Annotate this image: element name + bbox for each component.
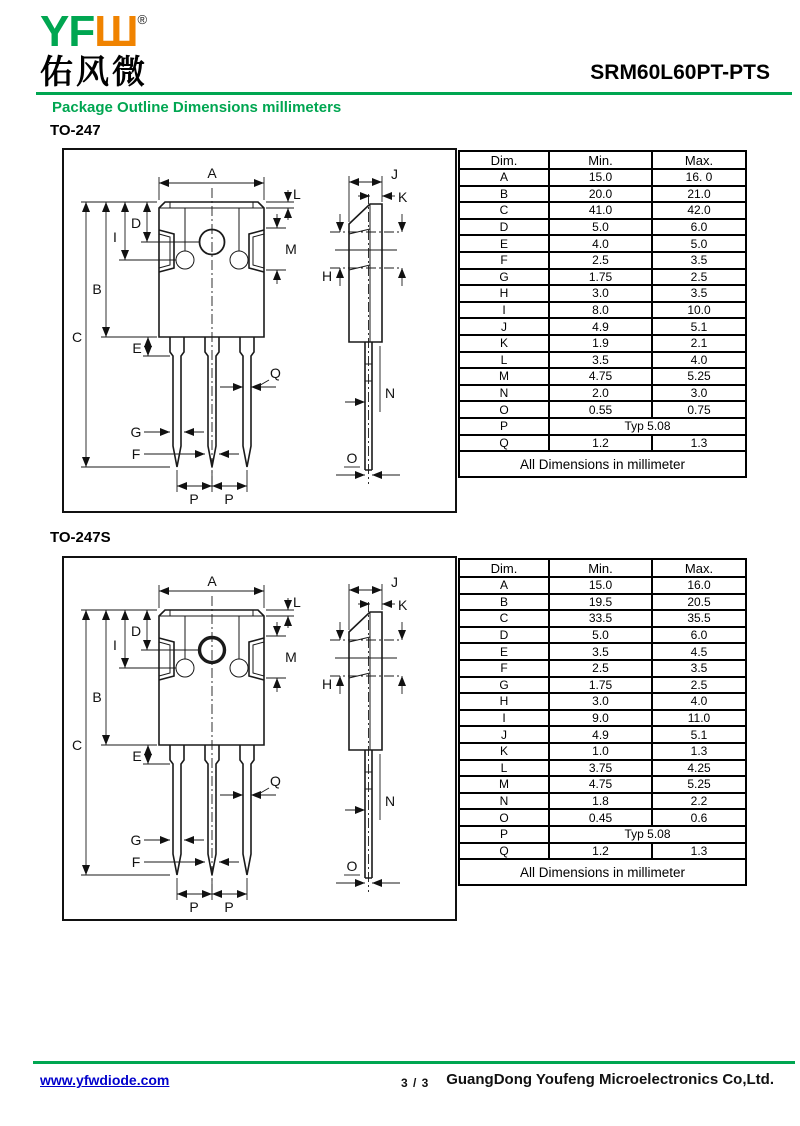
value-cell: 20.5	[652, 594, 746, 611]
value-cell: 3.75	[549, 760, 652, 777]
dim-cell: A	[459, 577, 549, 594]
value-cell: 5.0	[652, 235, 746, 252]
table-row	[459, 385, 746, 402]
value-cell: 21.0	[652, 186, 746, 203]
value-cell: 9.0	[549, 710, 652, 727]
value-cell: 8.0	[549, 302, 652, 319]
value-cell: 2.5	[549, 660, 652, 677]
dim-cell: H	[459, 285, 549, 302]
table-row	[459, 435, 746, 452]
dim-cell: Q	[459, 435, 549, 452]
dimensions-table	[458, 150, 747, 478]
dim-label: F	[131, 446, 141, 462]
dim-cell: Q	[459, 843, 549, 860]
dim-label: Q	[270, 365, 281, 381]
dim-label: M	[285, 649, 297, 665]
dim-label: G	[130, 424, 142, 440]
lead	[240, 745, 254, 875]
front-dimensions	[72, 165, 301, 507]
dim-label: P	[224, 899, 234, 915]
dim-label: P	[189, 899, 199, 915]
value-cell: 3.5	[652, 285, 746, 302]
dim-label: E	[132, 748, 142, 764]
lead	[240, 337, 254, 467]
dim-label: K	[398, 597, 408, 613]
dim-cell: F	[459, 660, 549, 677]
dim-cell: L	[459, 352, 549, 369]
dim-cell: G	[459, 677, 549, 694]
value-cell: 3.0	[652, 385, 746, 402]
value-cell: 3.5	[652, 252, 746, 269]
value-cell: 41.0	[549, 202, 652, 219]
table-row	[459, 302, 746, 319]
pilot-hole	[176, 251, 194, 269]
value-cell: 1.75	[549, 269, 652, 286]
value-cell: 4.75	[549, 368, 652, 385]
table-row	[459, 285, 746, 302]
dim-cell: G	[459, 269, 549, 286]
package-drawing-box	[62, 148, 457, 513]
logo-yfw	[40, 7, 148, 56]
dim-cell: H	[459, 693, 549, 710]
column-header: Min.	[549, 559, 652, 577]
value-cell: 15.0	[549, 169, 652, 186]
value-cell: 0.55	[549, 401, 652, 418]
dim-cell: I	[459, 302, 549, 319]
dim-label: N	[385, 385, 396, 401]
dim-label: Q	[270, 773, 281, 789]
table-row	[459, 401, 746, 418]
dim-label: C	[71, 329, 83, 345]
value-cell: 1.8	[549, 793, 652, 810]
side-view	[330, 612, 402, 878]
dim-label: A	[207, 573, 217, 589]
value-cell: 1.2	[549, 843, 652, 860]
package-drawing	[64, 558, 455, 915]
table-footer-note: All Dimensions in millimeter	[459, 451, 746, 477]
logo-chinese: 佑风微	[40, 53, 148, 90]
dim-label: D	[130, 623, 142, 639]
column-header: Dim.	[459, 559, 549, 577]
dim-cell: C	[459, 202, 549, 219]
dim-label: J	[391, 166, 398, 182]
table-row	[459, 335, 746, 352]
dim-label: G	[130, 832, 142, 848]
table-row	[459, 169, 746, 186]
dim-cell: M	[459, 776, 549, 793]
logo-text-green: YF	[40, 7, 95, 56]
dim-label: D	[130, 215, 142, 231]
dim-cell: F	[459, 252, 549, 269]
dim-label: I	[113, 229, 117, 245]
value-cell: 16. 0	[652, 169, 746, 186]
dim-label: J	[391, 574, 398, 590]
dim-cell: J	[459, 726, 549, 743]
front-dimensions	[72, 573, 301, 915]
value-cell: Typ 5.08	[549, 418, 746, 435]
column-header: Max.	[652, 151, 746, 169]
value-cell: 4.25	[652, 760, 746, 777]
table-row	[459, 610, 746, 627]
pilot-hole	[230, 659, 248, 677]
dim-label: P	[224, 491, 234, 507]
dim-label: B	[92, 689, 102, 705]
dim-label: P	[189, 491, 199, 507]
dim-cell: P	[459, 826, 549, 843]
dim-cell: J	[459, 318, 549, 335]
dimension-table	[458, 150, 747, 478]
value-cell: Typ 5.08	[549, 826, 746, 843]
value-cell: 4.5	[652, 643, 746, 660]
dim-label: B	[92, 281, 102, 297]
value-cell: 4.0	[549, 235, 652, 252]
dim-label: N	[385, 793, 396, 809]
dim-cell: C	[459, 610, 549, 627]
dim-cell: O	[459, 809, 549, 826]
dim-cell: K	[459, 743, 549, 760]
dim-label: F	[131, 854, 141, 870]
table-row	[459, 809, 746, 826]
dim-label: O	[346, 858, 358, 874]
package-drawing	[64, 150, 455, 507]
value-cell: 4.0	[652, 693, 746, 710]
table-row	[459, 235, 746, 252]
table-footer-note: All Dimensions in millimeter	[459, 859, 746, 885]
value-cell: 4.0	[652, 352, 746, 369]
value-cell: 4.9	[549, 318, 652, 335]
value-cell: 0.45	[549, 809, 652, 826]
value-cell: 1.3	[652, 743, 746, 760]
column-header: Min.	[549, 151, 652, 169]
table-row	[459, 577, 746, 594]
side-view	[330, 204, 402, 470]
dim-label: K	[398, 189, 408, 205]
value-cell: 1.3	[652, 435, 746, 452]
table-row	[459, 843, 746, 860]
dim-cell: B	[459, 594, 549, 611]
dim-label: C	[71, 737, 83, 753]
dim-label: I	[113, 637, 117, 653]
pilot-hole	[176, 659, 194, 677]
table-row	[459, 743, 746, 760]
value-cell: 2.5	[652, 269, 746, 286]
dim-cell: D	[459, 627, 549, 644]
dim-cell: E	[459, 235, 549, 252]
lead	[170, 745, 184, 875]
page-number: 3 / 3	[401, 1076, 430, 1090]
value-cell: 1.2	[549, 435, 652, 452]
value-cell: 16.0	[652, 577, 746, 594]
value-cell: 5.25	[652, 368, 746, 385]
table-row	[459, 368, 746, 385]
value-cell: 0.6	[652, 809, 746, 826]
value-cell: 3.5	[549, 643, 652, 660]
value-cell: 1.0	[549, 743, 652, 760]
table-row	[459, 677, 746, 694]
value-cell: 2.2	[652, 793, 746, 810]
dim-cell: O	[459, 401, 549, 418]
website-link[interactable]: www.yfwdiode.com	[40, 1072, 170, 1088]
dim-label: L	[293, 594, 301, 610]
value-cell: 1.9	[549, 335, 652, 352]
table-row	[459, 352, 746, 369]
value-cell: 3.0	[549, 285, 652, 302]
column-header: Dim.	[459, 151, 549, 169]
table-row	[459, 793, 746, 810]
value-cell: 3.5	[549, 352, 652, 369]
value-cell: 10.0	[652, 302, 746, 319]
value-cell: 2.5	[652, 677, 746, 694]
table-row	[459, 252, 746, 269]
value-cell: 35.5	[652, 610, 746, 627]
value-cell: 5.0	[549, 219, 652, 236]
dim-cell: L	[459, 760, 549, 777]
table-row	[459, 660, 746, 677]
table-header-row	[459, 559, 746, 577]
table-footer-row	[459, 451, 746, 477]
dim-cell: B	[459, 186, 549, 203]
dim-label: L	[293, 186, 301, 202]
dim-cell: M	[459, 368, 549, 385]
value-cell: 5.1	[652, 726, 746, 743]
value-cell: 5.25	[652, 776, 746, 793]
table-row	[459, 594, 746, 611]
dim-cell: K	[459, 335, 549, 352]
dimensions-table	[458, 558, 747, 886]
dim-cell: N	[459, 793, 549, 810]
table-row	[459, 418, 746, 435]
value-cell: 33.5	[549, 610, 652, 627]
value-cell: 1.75	[549, 677, 652, 694]
dim-cell: I	[459, 710, 549, 727]
value-cell: 4.75	[549, 776, 652, 793]
value-cell: 1.3	[652, 843, 746, 860]
page-title: Package Outline Dimensions millimeters	[52, 99, 342, 116]
dimension-table	[458, 558, 747, 886]
value-cell: 15.0	[549, 577, 652, 594]
dim-label: O	[346, 450, 358, 466]
value-cell: 6.0	[652, 627, 746, 644]
value-cell: 2.5	[549, 252, 652, 269]
column-header: Max.	[652, 559, 746, 577]
dim-cell: E	[459, 643, 549, 660]
pilot-hole	[230, 251, 248, 269]
value-cell: 0.75	[652, 401, 746, 418]
value-cell: 3.5	[652, 660, 746, 677]
table-row	[459, 776, 746, 793]
value-cell: 11.0	[652, 710, 746, 727]
part-number: SRM60L60PT-PTS	[590, 61, 770, 84]
table-row	[459, 318, 746, 335]
section-title-to247: TO-247	[50, 122, 101, 139]
table-row	[459, 627, 746, 644]
footer-rule	[33, 1061, 795, 1064]
header-rule	[36, 92, 792, 95]
dim-label: H	[321, 268, 333, 284]
table-row	[459, 219, 746, 236]
table-row	[459, 826, 746, 843]
value-cell: 2.0	[549, 385, 652, 402]
value-cell: 42.0	[652, 202, 746, 219]
value-cell: 3.0	[549, 693, 652, 710]
company-name: GuangDong Youfeng Microelectronics Co,Ltd.	[446, 1071, 774, 1088]
table-row	[459, 726, 746, 743]
table-row	[459, 760, 746, 777]
table-row	[459, 202, 746, 219]
value-cell: 5.1	[652, 318, 746, 335]
table-row	[459, 710, 746, 727]
table-header-row	[459, 151, 746, 169]
value-cell: 19.5	[549, 594, 652, 611]
package-drawing-box	[62, 556, 457, 921]
dim-label: A	[207, 165, 217, 181]
table-row	[459, 186, 746, 203]
table-row	[459, 269, 746, 286]
logo-text-orange: Ш	[94, 7, 138, 56]
dim-cell: A	[459, 169, 549, 186]
table-row	[459, 693, 746, 710]
value-cell: 4.9	[549, 726, 652, 743]
lead	[170, 337, 184, 467]
section-title-to247s: TO-247S	[50, 529, 111, 546]
dim-label: E	[132, 340, 142, 356]
value-cell: 5.0	[549, 627, 652, 644]
logo	[40, 7, 148, 90]
dim-label: H	[321, 676, 333, 692]
table-footer-row	[459, 859, 746, 885]
dim-cell: D	[459, 219, 549, 236]
dim-cell: N	[459, 385, 549, 402]
table-row	[459, 643, 746, 660]
value-cell: 6.0	[652, 219, 746, 236]
dim-label: M	[285, 241, 297, 257]
value-cell: 2.1	[652, 335, 746, 352]
value-cell: 20.0	[549, 186, 652, 203]
dim-cell: P	[459, 418, 549, 435]
registered-mark: ®	[137, 12, 147, 27]
